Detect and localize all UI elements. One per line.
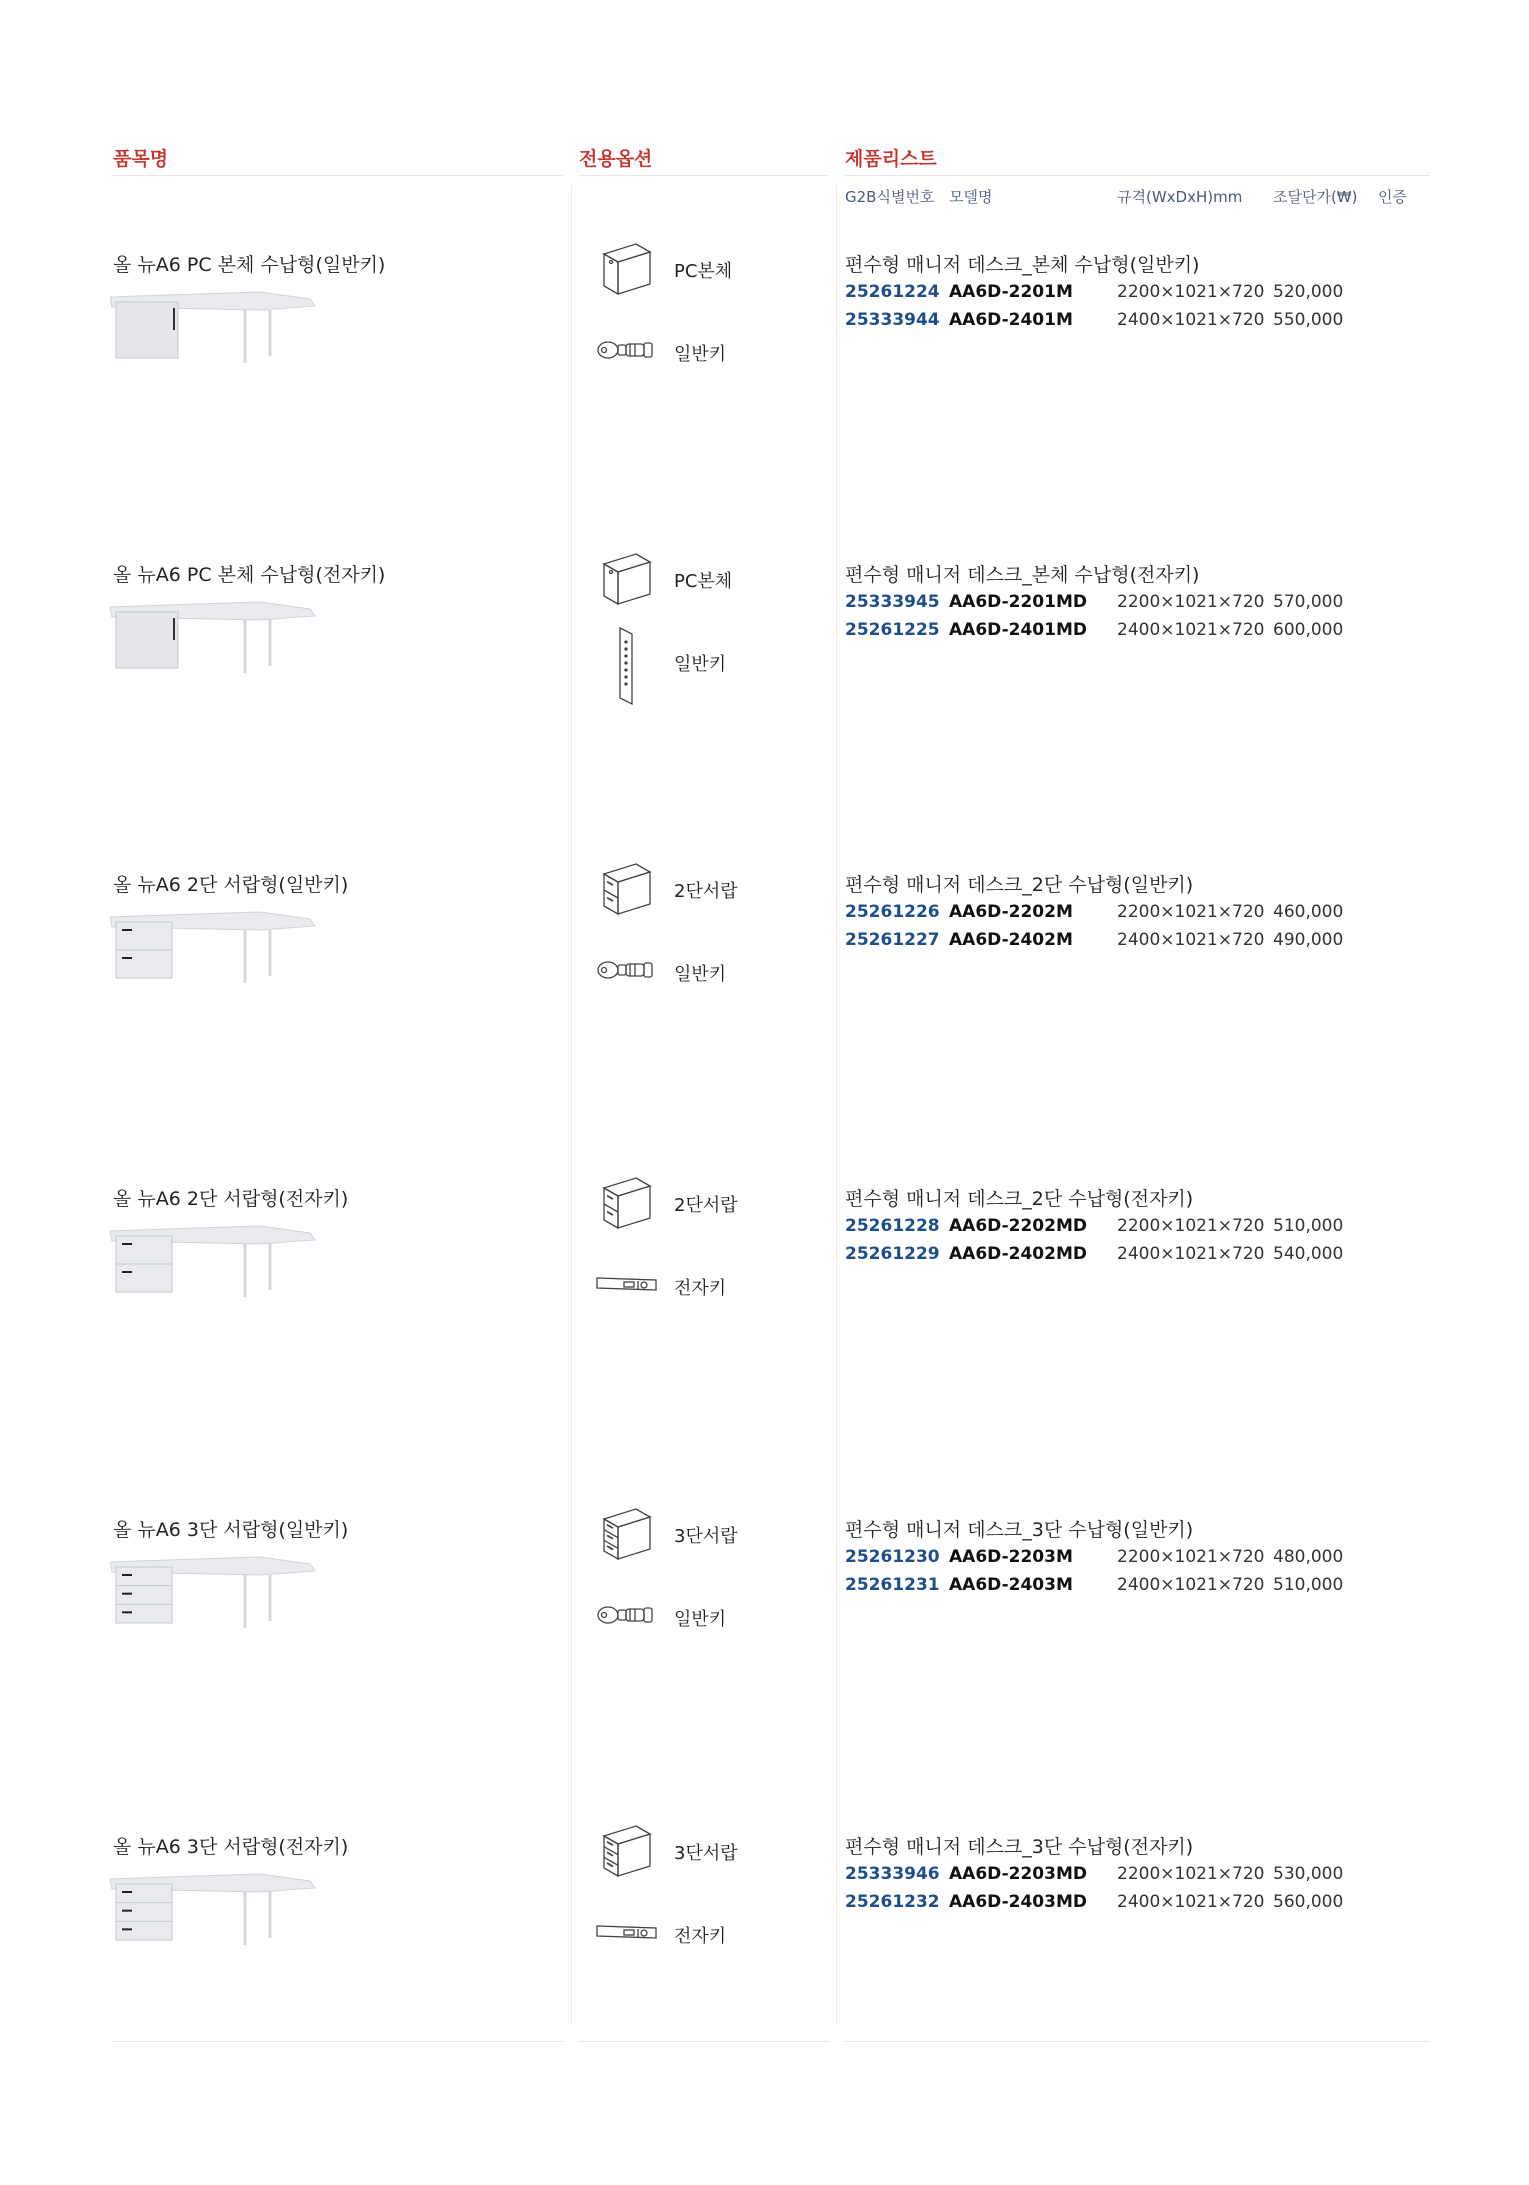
header-options: 전용옵션 (579, 148, 653, 170)
header-product-list: 제품리스트 (845, 148, 937, 170)
model-name: AA6D-2402M (949, 930, 1073, 950)
model-name: AA6D-2202M (949, 902, 1073, 922)
option-label: 일반키 (674, 964, 727, 985)
pc-case-icon (598, 240, 656, 298)
spec-dimensions: 2400×1021×720 (1117, 1892, 1265, 1912)
product-subtitle: 편수형 매니저 데스크_3단 수납형(전자키) (845, 1836, 1194, 1858)
col-price: 조달단가(₩) (1273, 188, 1358, 206)
product-name: 올 뉴A6 PC 본체 수납형(전자키) (113, 564, 386, 586)
spec-dimensions: 2200×1021×720 (1117, 1547, 1265, 1567)
product-name: 올 뉴A6 3단 서랍형(일반키) (113, 1519, 349, 1541)
header-divider (845, 175, 1430, 176)
footer-divider (845, 2041, 1430, 2042)
unit-price: 510,000 (1273, 1575, 1344, 1595)
col-cert: 인증 (1378, 188, 1407, 206)
g2b-number: 25333946 (845, 1864, 940, 1884)
spec-dimensions: 2200×1021×720 (1117, 282, 1265, 302)
g2b-number: 25261224 (845, 282, 940, 302)
g2b-number: 25261225 (845, 620, 940, 640)
g2b-number: 25333945 (845, 592, 940, 612)
product-subtitle: 편수형 매니저 데스크_본체 수납형(전자키) (845, 564, 1200, 586)
unit-price: 530,000 (1273, 1864, 1344, 1884)
col-g2b: G2B식별번호 (845, 188, 935, 206)
desk-image (110, 592, 320, 676)
product-section (0, 1832, 1529, 2132)
spec-dimensions: 2200×1021×720 (1117, 902, 1265, 922)
g2b-number: 25261230 (845, 1547, 940, 1567)
g2b-number: 25261229 (845, 1244, 940, 1264)
model-name: AA6D-2401M (949, 310, 1073, 330)
model-name: AA6D-2403M (949, 1575, 1073, 1595)
unit-price: 510,000 (1273, 1216, 1344, 1236)
model-name: AA6D-2203MD (949, 1864, 1087, 1884)
col-model: 모델명 (949, 188, 993, 206)
product-name: 올 뉴A6 2단 서랍형(전자키) (113, 1188, 349, 1210)
product-name: 올 뉴A6 PC 본체 수납형(일반키) (113, 254, 386, 276)
drawer-3-icon (598, 1822, 656, 1880)
option-label: PC본체 (674, 261, 733, 282)
drawer-2-icon (598, 1174, 656, 1232)
product-section (0, 560, 1529, 860)
footer-divider (579, 2041, 829, 2042)
electronic-keypad-icon (598, 626, 656, 706)
spec-dimensions: 2400×1021×720 (1117, 310, 1265, 330)
option-label: 3단서랍 (674, 1526, 738, 1547)
option-label: 2단서랍 (674, 881, 738, 902)
pc-case-icon (598, 550, 656, 608)
col-spec: 규격(WxDxH)mm (1117, 188, 1243, 206)
unit-price: 550,000 (1273, 310, 1344, 330)
spec-dimensions: 2200×1021×720 (1117, 1216, 1265, 1236)
option-label: 전자키 (674, 1926, 727, 1947)
spec-dimensions: 2200×1021×720 (1117, 592, 1265, 612)
header-product-name: 품목명 (113, 148, 169, 170)
g2b-number: 25261232 (845, 1892, 940, 1912)
g2b-number: 25333944 (845, 310, 940, 330)
option-label: 2단서랍 (674, 1195, 738, 1216)
unit-price: 540,000 (1273, 1244, 1344, 1264)
option-label: 일반키 (674, 654, 727, 675)
desk-image (110, 902, 320, 986)
model-name: AA6D-2202MD (949, 1216, 1087, 1236)
product-section (0, 250, 1529, 550)
spec-dimensions: 2200×1021×720 (1117, 1864, 1265, 1884)
model-name: AA6D-2201M (949, 282, 1073, 302)
g2b-number: 25261228 (845, 1216, 940, 1236)
spec-dimensions: 2400×1021×720 (1117, 930, 1265, 950)
spec-dimensions: 2400×1021×720 (1117, 620, 1265, 640)
desk-image (110, 282, 320, 366)
footer-divider (113, 2041, 563, 2042)
drawer-2-icon (598, 860, 656, 918)
desk-image (110, 1864, 320, 1948)
model-name: AA6D-2201MD (949, 592, 1087, 612)
product-subtitle: 편수형 매니저 데스크_2단 수납형(일반키) (845, 874, 1194, 896)
product-name: 올 뉴A6 3단 서랍형(전자키) (113, 1836, 349, 1858)
product-subtitle: 편수형 매니저 데스크_2단 수납형(전자키) (845, 1188, 1194, 1210)
unit-price: 520,000 (1273, 282, 1344, 302)
desk-image (110, 1216, 320, 1300)
unit-price: 490,000 (1273, 930, 1344, 950)
key-icon (594, 1595, 660, 1635)
product-name: 올 뉴A6 2단 서랍형(일반키) (113, 874, 349, 896)
unit-price: 570,000 (1273, 592, 1344, 612)
electronic-key-icon (594, 1264, 660, 1304)
product-subtitle: 편수형 매니저 데스크_본체 수납형(일반키) (845, 254, 1200, 276)
header-divider (579, 175, 829, 176)
product-section (0, 1184, 1529, 1484)
unit-price: 460,000 (1273, 902, 1344, 922)
unit-price: 480,000 (1273, 1547, 1344, 1567)
option-label: 일반키 (674, 344, 727, 365)
model-name: AA6D-2402MD (949, 1244, 1087, 1264)
product-section (0, 870, 1529, 1170)
option-label: PC본체 (674, 571, 733, 592)
key-icon (594, 950, 660, 990)
option-label: 전자키 (674, 1278, 727, 1299)
model-name: AA6D-2403MD (949, 1892, 1087, 1912)
product-subtitle: 편수형 매니저 데스크_3단 수납형(일반키) (845, 1519, 1194, 1541)
g2b-number: 25261231 (845, 1575, 940, 1595)
g2b-number: 25261226 (845, 902, 940, 922)
model-name: AA6D-2203M (949, 1547, 1073, 1567)
header-divider (113, 175, 563, 176)
drawer-3-icon (598, 1505, 656, 1563)
g2b-number: 25261227 (845, 930, 940, 950)
unit-price: 560,000 (1273, 1892, 1344, 1912)
key-icon (594, 330, 660, 370)
desk-image (110, 1547, 320, 1631)
unit-price: 600,000 (1273, 620, 1344, 640)
option-label: 일반키 (674, 1609, 727, 1630)
product-section (0, 1515, 1529, 1815)
option-label: 3단서랍 (674, 1843, 738, 1864)
spec-dimensions: 2400×1021×720 (1117, 1575, 1265, 1595)
electronic-key-icon (594, 1912, 660, 1952)
model-name: AA6D-2401MD (949, 620, 1087, 640)
spec-dimensions: 2400×1021×720 (1117, 1244, 1265, 1264)
